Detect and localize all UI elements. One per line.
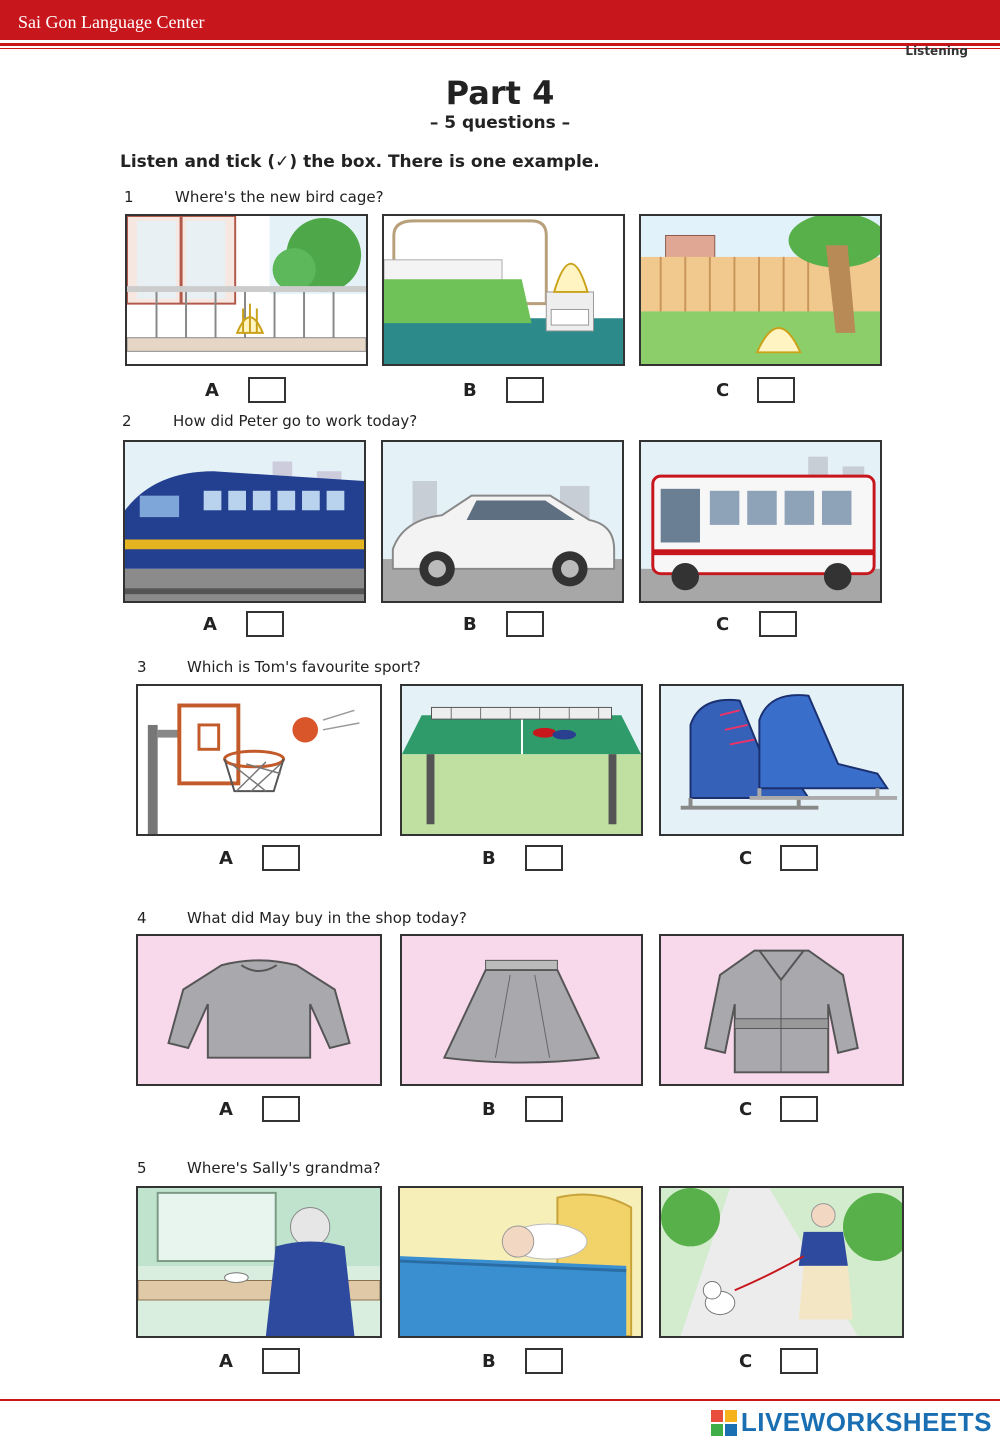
question-text: Where's Sally's grandma? <box>187 1159 381 1177</box>
answer-box-q4-a[interactable] <box>262 1096 300 1122</box>
logo-text: LIVEWORKSHEETS <box>740 1407 992 1437</box>
answer-box-q4-b[interactable] <box>525 1096 563 1122</box>
option-label-c: C <box>739 848 753 869</box>
answer-box-q1-b[interactable] <box>506 377 544 403</box>
answer-box-q1-c[interactable] <box>757 377 795 403</box>
ice-skates-image <box>659 684 904 836</box>
question-text: What did May buy in the shop today? <box>187 909 467 927</box>
answer-box-q3-a[interactable] <box>262 845 300 871</box>
basketball-image <box>136 684 382 836</box>
balcony-cage-image <box>125 214 368 366</box>
answer-box-q5-a[interactable] <box>262 1348 300 1374</box>
footer-divider <box>0 1399 1000 1401</box>
question-text: Where's the new bird cage? <box>175 188 384 206</box>
grandma-kitchen-image <box>136 1186 382 1338</box>
answer-box-q2-b[interactable] <box>506 611 544 637</box>
sweater-image <box>136 934 382 1086</box>
header-divider <box>0 43 1000 46</box>
header-divider-thin <box>0 48 1000 49</box>
section-label: Listening <box>905 44 968 58</box>
part-subtitle: – 5 questions – <box>429 113 571 133</box>
question-number: 5 <box>137 1159 147 1177</box>
answer-box-q1-a[interactable] <box>248 377 286 403</box>
option-label-b: B <box>482 1351 496 1372</box>
skirt-image <box>400 934 643 1086</box>
bus-image <box>639 440 882 603</box>
answer-box-q3-c[interactable] <box>780 845 818 871</box>
garden-cage-image <box>639 214 882 366</box>
answer-box-q3-b[interactable] <box>525 845 563 871</box>
option-label-b: B <box>463 380 477 401</box>
bedroom-cage-image <box>382 214 625 366</box>
option-label-a: A <box>203 614 217 635</box>
option-label-b: B <box>482 848 496 869</box>
answer-box-q5-b[interactable] <box>525 1348 563 1374</box>
question-number: 3 <box>137 658 147 676</box>
question-text: Which is Tom's favourite sport? <box>187 658 421 676</box>
train-image <box>123 440 366 603</box>
option-label-c: C <box>716 380 730 401</box>
option-label-a: A <box>219 1099 233 1120</box>
car-image <box>381 440 624 603</box>
answer-box-q5-c[interactable] <box>780 1348 818 1374</box>
instruction-text: Listen and tick (✓) the box. There is one example. <box>120 152 600 172</box>
header-title: Sai Gon Language Center <box>18 12 205 32</box>
question-number: 1 <box>124 188 134 206</box>
answer-box-q4-c[interactable] <box>780 1096 818 1122</box>
grandma-walking-dog-image <box>659 1186 904 1338</box>
grandma-bed-image <box>398 1186 643 1338</box>
answer-box-q2-c[interactable] <box>759 611 797 637</box>
coat-image <box>659 934 904 1086</box>
part-title: Part 4 <box>445 74 555 112</box>
option-label-b: B <box>482 1099 496 1120</box>
question-number: 4 <box>137 909 147 927</box>
option-label-a: A <box>219 1351 233 1372</box>
liveworksheets-logo <box>711 1407 992 1438</box>
logo-grid-icon <box>711 1410 737 1436</box>
option-label-b: B <box>463 614 477 635</box>
question-number: 2 <box>122 412 132 430</box>
option-label-c: C <box>739 1099 753 1120</box>
option-label-c: C <box>716 614 730 635</box>
option-label-a: A <box>205 380 219 401</box>
option-label-c: C <box>739 1351 753 1372</box>
question-text: How did Peter go to work today? <box>173 412 418 430</box>
option-label-a: A <box>219 848 233 869</box>
table-tennis-image <box>400 684 643 836</box>
answer-box-q2-a[interactable] <box>246 611 284 637</box>
